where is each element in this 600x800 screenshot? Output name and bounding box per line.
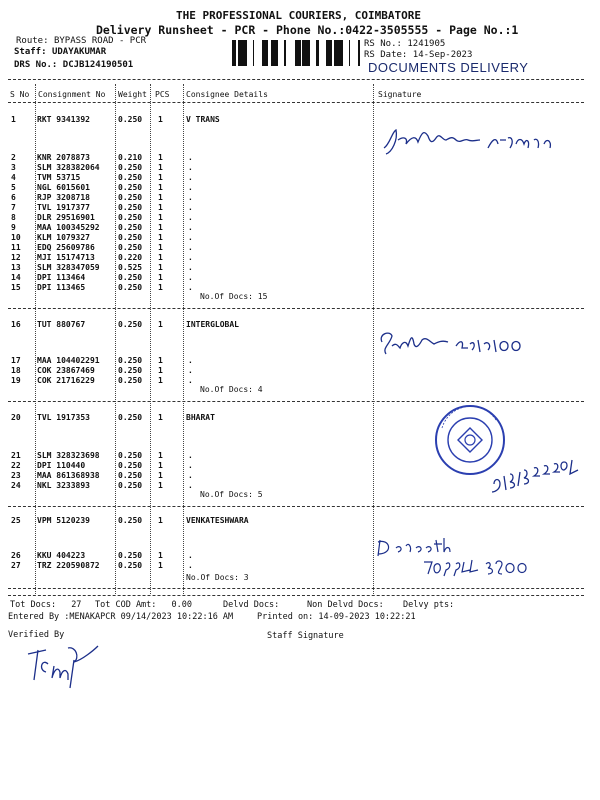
barcode-bar [284,40,286,66]
consignee-placeholder-dot: . [188,451,193,460]
table-row [0,273,600,283]
sno-cell: 9 [11,223,16,232]
weight-cell: 0.250 [118,233,143,242]
divider [8,102,584,103]
consignee-placeholder-dot: . [188,253,193,262]
weight-cell: 0.250 [118,273,143,282]
weight-cell: 0.220 [118,253,143,262]
consignment-cell: MAA 861368938 [37,471,100,480]
sno-cell: 18 [11,366,21,375]
rs-no-line [364,39,445,49]
weight-cell: 0.210 [118,153,143,162]
consignment-cell: DPI 113464 [37,273,86,282]
consignment-cell: KNR 2078873 [37,153,90,162]
consignment-cell: NKL 3233893 [37,481,90,490]
group-divider [8,308,584,309]
barcode-bar [262,40,265,66]
runsheet-title: Delivery Runsheet - PCR - Phone No.:0422-3505555 - Page No.:1 [96,23,519,37]
sno-cell: 23 [11,471,21,480]
col-signature: Signature [378,90,422,99]
pcs-cell: 1 [158,451,163,460]
barcode-bar [302,40,304,66]
consignee-name: VENKATESHWARA [186,516,249,525]
weight-cell: 0.250 [118,413,143,422]
barcode-bar [304,40,307,66]
consignment-cell: DLR 29516901 [37,213,95,222]
consignee-placeholder-dot: . [188,183,193,192]
sno-cell: 26 [11,551,21,560]
sno-cell: 8 [11,213,16,222]
sno-cell: 7 [11,203,16,212]
weight-cell: 0.250 [118,481,143,490]
consignment-cell: TVM 53715 [37,173,81,182]
consignee-placeholder-dot: . [188,283,193,292]
handwritten-signature-venkateshwara [372,534,542,584]
consignment-cell: KKU 404223 [37,551,86,560]
weight-cell: 0.250 [118,115,143,124]
no-of-docs: No.Of Docs: 5 [200,490,263,499]
pcs-cell: 1 [158,551,163,560]
table-row [0,213,600,223]
barcode-bar [331,40,332,66]
consignee-placeholder-dot: . [188,366,193,375]
consignee-placeholder-dot: . [188,273,193,282]
sno-cell: 17 [11,356,21,365]
table-row [0,263,600,273]
barcode-bar [308,40,310,66]
sno-cell: 27 [11,561,21,570]
consignee-placeholder-dot: . [188,561,193,570]
pcs-cell: 1 [158,366,163,375]
consignment-cell: TVL 1917353 [37,413,90,422]
group-divider [8,588,584,589]
sno-cell: 12 [11,253,21,262]
rs-date-line [364,50,472,60]
sno-cell: 24 [11,481,21,490]
consignee-placeholder-dot: . [188,213,193,222]
sno-cell: 25 [11,516,21,525]
barcode-bar [274,40,277,66]
pcs-cell: 1 [158,115,163,124]
consignment-cell: SLM 328347059 [37,263,100,272]
pcs-cell: 1 [158,516,163,525]
barcode-bar [272,40,274,66]
staff-label: Staff: [14,47,47,57]
weight-cell: 0.250 [118,203,143,212]
pcs-cell: 1 [158,213,163,222]
barcode-bar [337,40,338,66]
documents-delivery-stamp: DOCUMENTS DELIVERY [368,60,529,75]
sno-cell: 4 [11,173,16,182]
consignment-cell: RKT 9341392 [37,115,90,124]
barcode-bar [265,40,266,66]
table-row [0,223,600,233]
pcs-cell: 1 [158,243,163,252]
consignee-placeholder-dot: . [188,356,193,365]
no-of-docs: No.Of Docs: 3 [186,573,249,582]
sno-cell: 14 [11,273,21,282]
barcode-bar [244,40,247,66]
col-pcs: PCS [155,90,170,99]
delvd-docs-label: Delvd Docs: [223,600,280,610]
table-row [0,193,600,203]
consignee-placeholder-dot: . [188,233,193,242]
drs-value: DCJB124190501 [62,60,134,70]
consignment-cell: MAA 100345292 [37,223,100,232]
consignee-placeholder-dot: . [188,193,193,202]
consignment-cell: VPM 5120239 [37,516,90,525]
consignee-placeholder-dot: . [188,263,193,272]
no-of-docs: No.Of Docs: 4 [200,385,263,394]
consignment-cell: TRZ 220590872 [37,561,100,570]
weight-cell: 0.250 [118,213,143,222]
consignment-cell: SLM 328382064 [37,163,100,172]
sno-cell: 13 [11,263,21,272]
consignee-placeholder-dot: . [188,481,193,490]
consignment-cell: COK 21716229 [37,376,95,385]
pcs-cell: 1 [158,253,163,262]
table-row [0,243,600,253]
barcode-bar [338,40,340,66]
consignment-cell: DPI 113465 [37,283,86,292]
staff-line [14,47,106,57]
col-consignee-details: Consignee Details [186,90,268,99]
sno-cell: 19 [11,376,21,385]
consignment-cell: NGL 6015601 [37,183,90,192]
weight-cell: 0.250 [118,243,143,252]
pcs-cell: 1 [158,163,163,172]
barcode-bar [266,40,268,66]
sno-cell: 15 [11,283,21,292]
consignee-name: BHARAT [186,413,215,422]
pcs-cell: 1 [158,263,163,272]
pcs-cell: 1 [158,413,163,422]
barcode-bar [298,40,301,66]
barcode-bar [316,40,319,66]
barcode-bar [241,40,242,66]
tot-cod-label: Tot COD Amt: [95,600,157,610]
sno-cell: 16 [11,320,21,329]
consignee-name: V TRANS [186,115,220,124]
barcode-bar [296,40,298,66]
consignee-placeholder-dot: . [188,471,193,480]
table-row [0,376,600,386]
weight-cell: 0.250 [118,376,143,385]
consignee-placeholder-dot: . [188,153,193,162]
verified-by-label: Verified By [8,630,65,640]
consignment-cell: SLM 328323698 [37,451,100,460]
consignment-cell: MJI 15174713 [37,253,95,262]
table-row [0,183,600,193]
printed-on: Printed on: 14-09-2023 10:22:21 [257,612,416,622]
barcode-bar [295,40,296,66]
delvy-pts-label: Delvy pts: [403,600,455,610]
weight-cell: 0.525 [118,263,143,272]
pcs-cell: 1 [158,193,163,202]
weight-cell: 0.250 [118,471,143,480]
weight-cell: 0.250 [118,451,143,460]
table-row [0,283,600,293]
sno-cell: 11 [11,243,21,252]
col-weight: Weight [118,90,147,99]
sno-cell: 1 [11,115,16,124]
barcode-bar [340,40,343,66]
divider [8,595,584,596]
barcode-bar [271,40,272,66]
consignee-placeholder-dot: . [188,551,193,560]
barcode-bar [358,40,360,66]
consignee-placeholder-dot: . [188,173,193,182]
consignment-cell: KLM 1079327 [37,233,90,242]
consignment-cell: MAA 104402291 [37,356,100,365]
tot-cod-value: 0.00 [171,600,193,610]
weight-cell: 0.250 [118,163,143,172]
barcode-bar [232,40,235,66]
consignment-cell: TVL 1917377 [37,203,90,212]
table-row [0,173,600,183]
barcode-bar [334,40,337,66]
sno-cell: 6 [11,193,16,202]
pcs-cell: 1 [158,461,163,470]
consignment-cell: COK 23867469 [37,366,95,375]
staff-signature-label: Staff Signature [267,631,344,641]
weight-cell: 0.250 [118,366,143,375]
sno-cell: 10 [11,233,21,242]
drs-label: DRS No.: [14,60,58,70]
barcode-bar [277,40,278,66]
consignee-name: INTERGLOBAL [186,320,239,329]
sno-cell: 21 [11,451,21,460]
weight-cell: 0.250 [118,320,143,329]
consignee-placeholder-dot: . [188,163,193,172]
consignment-cell: EDQ 25609786 [37,243,95,252]
barcode-bar [328,40,331,66]
pcs-cell: 1 [158,233,163,242]
weight-cell: 0.250 [118,551,143,560]
weight-cell: 0.250 [118,461,143,470]
divider [8,79,584,80]
rs-no-value: 1241905 [407,39,446,49]
staff-value: UDAYAKUMAR [51,47,107,57]
barcode-bar [349,40,350,66]
col-consignment: Consignment No [38,90,106,99]
barcode-bar [253,40,254,66]
barcode-bar [242,40,244,66]
weight-cell: 0.250 [118,356,143,365]
weight-cell: 0.250 [118,223,143,232]
table-row [0,233,600,243]
pcs-cell: 1 [158,481,163,490]
table-row [0,253,600,263]
consignee-placeholder-dot: . [188,223,193,232]
pcs-cell: 1 [158,183,163,192]
consignee-placeholder-dot: . [188,461,193,470]
pcs-cell: 1 [158,273,163,282]
group-divider [8,506,584,507]
consignment-cell: DPI 110440 [37,461,86,470]
rs-date-label: RS Date: [364,50,408,60]
col-sno: S No [10,90,30,99]
route-line [16,36,146,46]
weight-cell: 0.250 [118,283,143,292]
handwritten-signature-interglobal [376,322,536,362]
pcs-cell: 1 [158,320,163,329]
pcs-cell: 1 [158,173,163,182]
entered-by: Entered By :MENAKAPCR 09/14/2023 10:22:16 AM [8,612,234,622]
barcode-bar [307,40,308,66]
weight-cell: 0.250 [118,173,143,182]
weight-cell: 0.250 [118,183,143,192]
table-row [0,163,600,173]
consignee-placeholder-dot: . [188,243,193,252]
pcs-cell: 1 [158,561,163,570]
tot-docs-label: Tot Docs: [10,600,57,610]
pcs-cell: 1 [158,153,163,162]
barcode-image [232,40,360,66]
company-title: THE PROFESSIONAL COURIERS, COIMBATORE [176,9,422,22]
tot-docs-value: 27 [71,600,82,610]
sno-cell: 5 [11,183,16,192]
no-of-docs: No.Of Docs: 15 [200,292,268,301]
barcode-bar [326,40,328,66]
pcs-cell: 1 [158,471,163,480]
weight-cell: 0.250 [118,193,143,202]
rs-date-value: 14-Sep-2023 [412,50,473,60]
pcs-cell: 1 [158,356,163,365]
non-delvd-docs-label: Non Delvd Docs: [307,600,384,610]
consignment-cell: TUT 880767 [37,320,86,329]
route-value: BYPASS ROAD - PCR [53,36,147,46]
consignee-placeholder-dot: . [188,376,193,385]
sno-cell: 20 [11,413,21,422]
pcs-cell: 1 [158,203,163,212]
drs-line [14,60,133,70]
barcode-bar [238,40,241,66]
table-row [0,366,600,376]
weight-cell: 0.250 [118,561,143,570]
sno-cell: 2 [11,153,16,162]
tot-cod [95,600,192,610]
table-row [0,203,600,213]
table-row [0,413,600,423]
pcs-cell: 1 [158,376,163,385]
consignment-cell: RJP 3208718 [37,193,90,202]
consignee-placeholder-dot: . [188,203,193,212]
pcs-cell: 1 [158,283,163,292]
weight-cell: 0.250 [118,516,143,525]
sno-cell: 3 [11,163,16,172]
pcs-cell: 1 [158,223,163,232]
handwritten-signature-v-trans [376,118,576,162]
route-label: Route: [16,36,49,46]
tot-docs [10,600,81,610]
table-row [0,516,600,526]
verified-by-signature [24,640,104,692]
sno-cell: 22 [11,461,21,470]
rs-no-label: RS No.: [364,39,402,49]
handwritten-phone-bharat [490,446,590,496]
barcode-bar [235,40,236,66]
